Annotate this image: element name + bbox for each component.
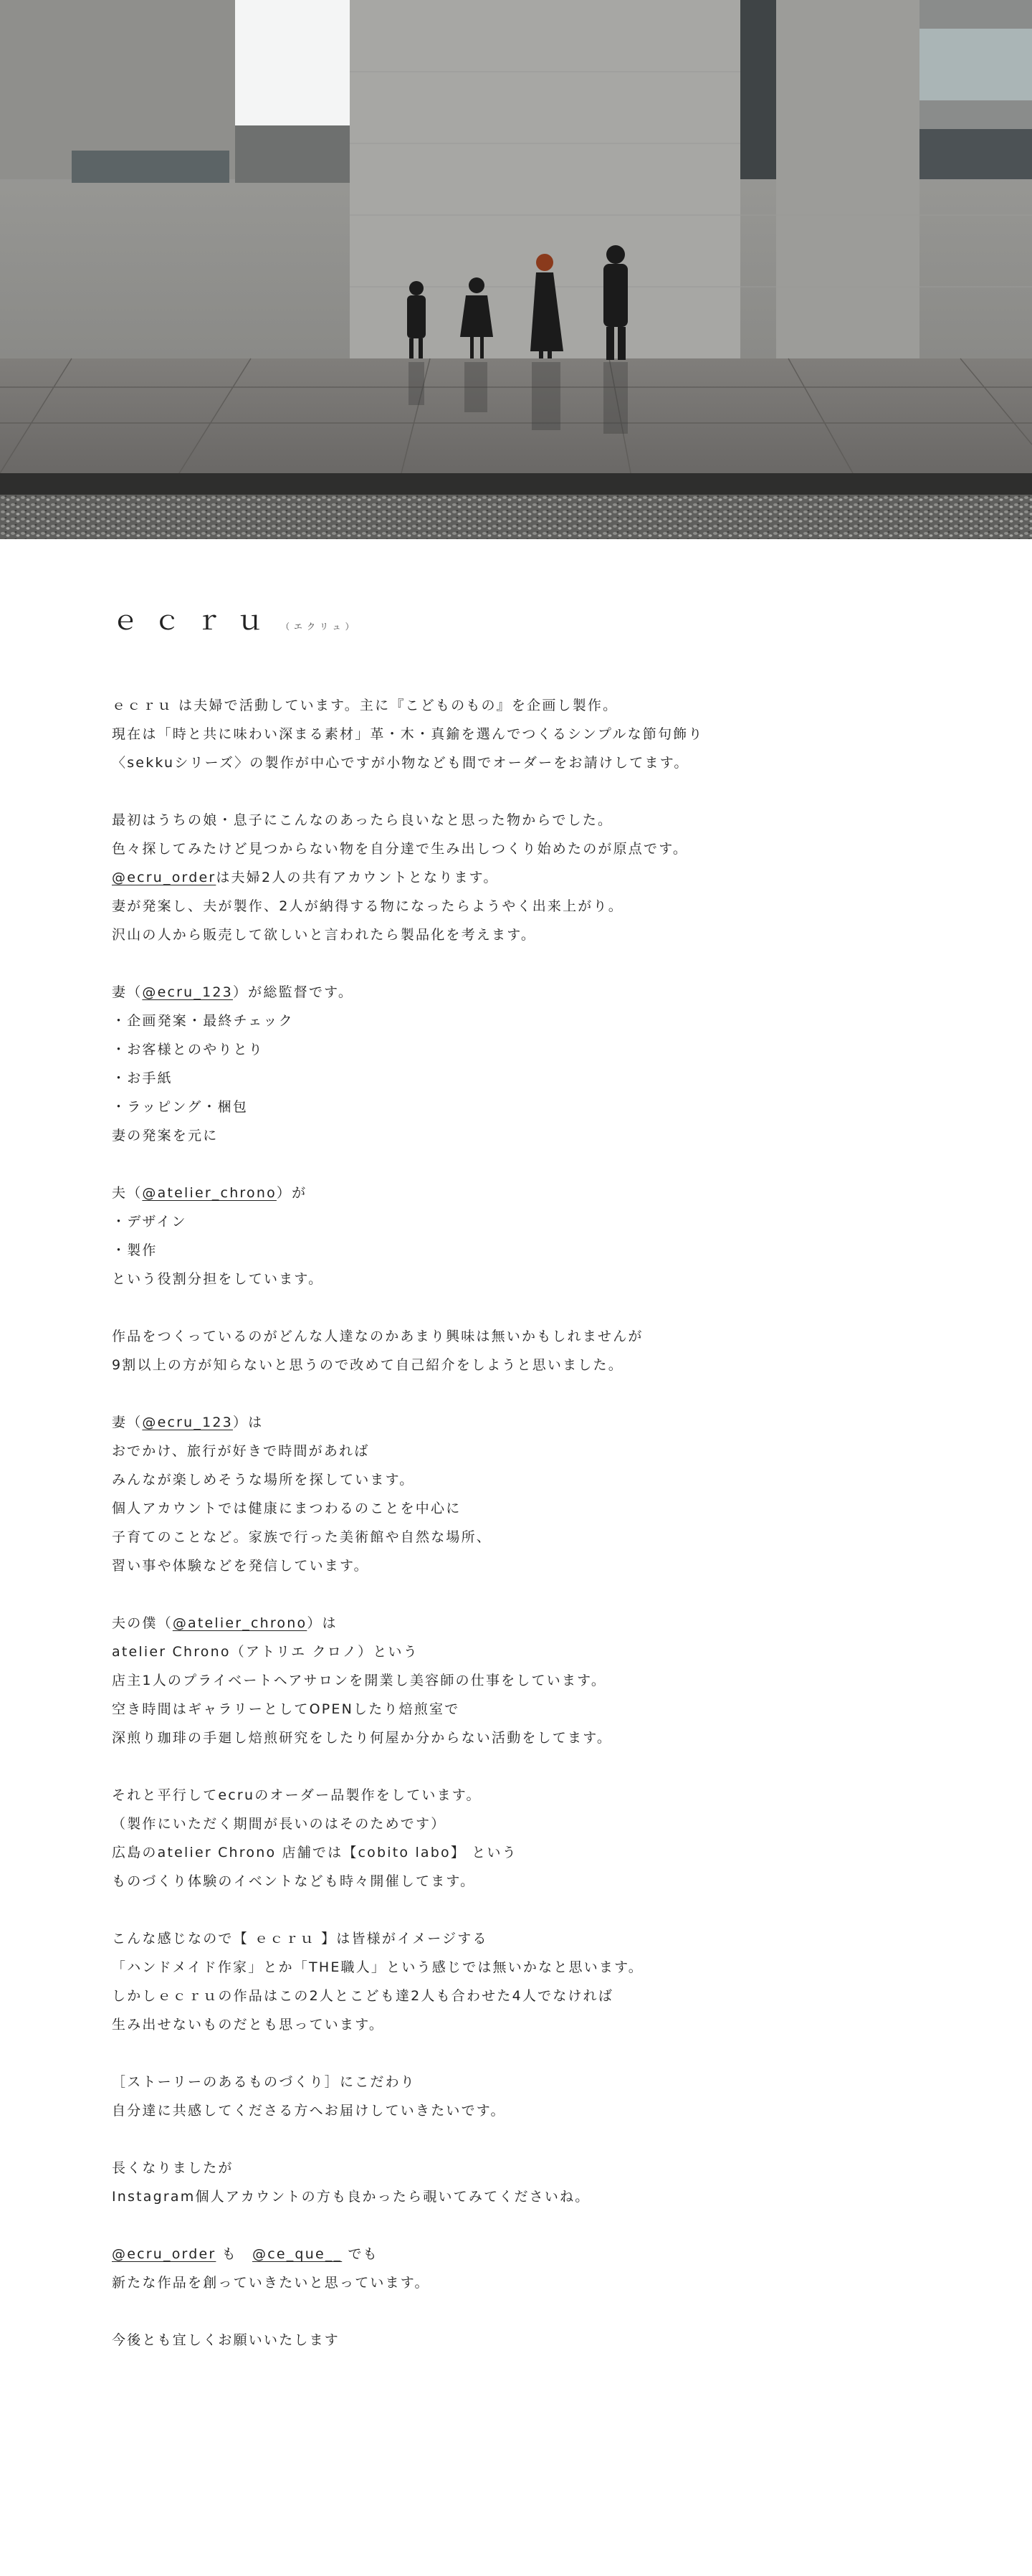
instagram-handle-link[interactable]: @atelier_chrono (142, 1185, 277, 1201)
text-segment: でも (342, 2246, 378, 2262)
text-segment: 夫（ (112, 1185, 143, 1201)
brand-title: ｅｃｒｕ (112, 604, 279, 636)
text-line (112, 1810, 922, 1838)
text-segment: ）は (232, 1415, 264, 1430)
paragraph (112, 2154, 922, 2211)
brand-subtitle: （エクリュ） (281, 622, 358, 632)
text-line (112, 720, 922, 748)
text-segment: 習い事や体験などを発信しています。 (112, 1558, 369, 1574)
text-segment: ・デザイン (112, 1214, 187, 1230)
text-segment: ）が総監督です。 (232, 984, 354, 1000)
text-segment: 現在は「時と共に味わい深まる素材」革・木・真鍮を選んでつくるシンプルな節句飾り (112, 726, 704, 742)
paragraph-gap (112, 1293, 922, 1322)
paragraph-gap (112, 1896, 922, 1924)
text-line (112, 2010, 922, 2039)
paragraph-gap (112, 1150, 922, 1179)
paragraph (112, 806, 922, 949)
text-line (112, 1408, 922, 1437)
text-line (112, 835, 922, 863)
text-segment: （製作にいただく期間が長いのはそのためです） (112, 1816, 446, 1832)
text-line (112, 978, 922, 1007)
text-segment: 妻（ (112, 1415, 143, 1430)
paragraph-gap (112, 2297, 922, 2326)
text-segment: みんなが楽しめそうな場所を探しています。 (112, 1472, 415, 1488)
hero-image (0, 0, 1032, 539)
text-segment: それと平行してecruのオーダー品製作をしています。 (112, 1787, 482, 1803)
instagram-handle-link[interactable]: @ecru_order (112, 870, 216, 885)
text-line (112, 2268, 922, 2297)
text-line (112, 1207, 922, 1236)
text-line (112, 1666, 922, 1695)
text-line (112, 1638, 922, 1666)
text-segment: 妻の発案を元に (112, 1128, 219, 1144)
instagram-handle-link[interactable]: @ce_que__ (252, 2246, 343, 2262)
text-line (112, 2154, 922, 2182)
text-segment: 個人アカウントでは健康にまつわるのことを中心に (112, 1501, 462, 1516)
text-line (112, 1236, 922, 1265)
text-segment: 最初はうちの娘・息子にこんなのあったら良いなと思った物からでした。 (112, 812, 613, 828)
text-line (112, 1523, 922, 1551)
paragraph-gap (112, 2211, 922, 2240)
text-line (112, 2326, 922, 2354)
paragraph (112, 1609, 922, 1752)
text-segment: 生み出せないものだとも思っています。 (112, 2017, 385, 2033)
text-segment: 沢山の人から販売して欲しいと言われたら製品化を考えます。 (112, 927, 537, 943)
text-segment: 広島のatelier Chrono 店舗では【cobito labo】 という (112, 1845, 517, 1860)
text-line (112, 748, 922, 777)
text-line (112, 691, 922, 720)
text-line (112, 1007, 922, 1035)
text-segment: 深煎り珈琲の手廻し焙煎研究をしたり何屋か分からない活動をしてます。 (112, 1730, 613, 1746)
text-segment: こんな感じなので【 ｅｃｒｕ 】は皆様がイメージする (112, 1931, 488, 1947)
instagram-handle-link[interactable]: @ecru_123 (142, 984, 233, 1000)
text-segment: 9割以上の方が知らないと思うので改めて自己紹介をしようと思いました。 (112, 1357, 624, 1373)
text-line (112, 892, 922, 921)
paragraph (112, 2240, 922, 2297)
text-line (112, 863, 922, 892)
family-photo (0, 0, 1032, 539)
paragraph (112, 1322, 922, 1379)
text-line (112, 1724, 922, 1752)
text-segment: 「ハンドメイド作家」とか「THE職人」という感じでは無いかなと思います。 (112, 1959, 644, 1975)
text-segment: 長くなりましたが (112, 2160, 234, 2176)
paragraph (112, 1924, 922, 2039)
text-segment: 作品をつくっているのがどんな人達なのかあまり興味は無いかもしれませんが (112, 1329, 644, 1344)
text-line (112, 1035, 922, 1064)
text-line (112, 1437, 922, 1465)
instagram-handle-link[interactable]: @ecru_order (112, 2246, 216, 2262)
text-line (112, 1982, 922, 2010)
text-segment: ｅｃｒｕ は夫婦で活動しています。主に『こどものもの』を企画し製作。 (112, 698, 618, 713)
text-segment: ものづくり体験のイベントなども時々開催してます。 (112, 1873, 476, 1889)
text-line (112, 1551, 922, 1580)
paragraph (112, 2326, 922, 2354)
text-segment: 店主1人のプライベートヘアサロンを開業し美容師の仕事をしています。 (112, 1673, 607, 1688)
text-segment: という役割分担をしています。 (112, 1271, 324, 1287)
text-segment: 妻（ (112, 984, 143, 1000)
text-segment: 妻が発案し、夫が製作、2人が納得する物になったらようやく出来上がり。 (112, 898, 624, 914)
paragraph (112, 2068, 922, 2125)
text-segment: おでかけ、旅行が好きで時間があれば (112, 1443, 370, 1459)
text-line (112, 1781, 922, 1810)
text-line (112, 1322, 922, 1351)
text-segment: も (216, 2246, 252, 2262)
text-segment: 今後とも宜しくお願いいたします (112, 2332, 340, 2348)
text-line (112, 1093, 922, 1121)
text-segment: ・お手紙 (112, 1070, 173, 1086)
text-segment: ［ストーリーのあるものづくり］にこだわり (112, 2074, 416, 2090)
text-line (112, 1867, 922, 1896)
text-segment: atelier Chrono（アトリエ クロノ）という (112, 1644, 419, 1660)
text-segment: 空き時間はギャラリーとしてOPENしたり焙煎室で (112, 1701, 460, 1717)
text-line (112, 1609, 922, 1638)
text-segment: 自分達に共感してくださる方へお届けしていきたいです。 (112, 2103, 506, 2119)
text-segment: しかしｅｃｒｕの作品はこの2人とこども達2人も合わせた4人でなければ (112, 1988, 614, 2004)
text-line (112, 1265, 922, 1293)
text-segment: Instagram個人アカウントの方も良かったら覗いてみてくださいね。 (112, 2189, 591, 2205)
about-section (0, 598, 922, 2354)
paragraph (112, 1179, 922, 1293)
paragraph-gap (112, 2039, 922, 2068)
paragraph-gap (112, 777, 922, 806)
text-segment: 新たな作品を創っていきたいと思っています。 (112, 2275, 430, 2291)
text-segment: 〈sekkuシリーズ〉の製作が中心ですが小物なども間でオーダーをお請けしてます。 (112, 755, 689, 771)
paragraph-gap (112, 949, 922, 978)
text-segment: ・企画発案・最終チェック (112, 1013, 294, 1029)
text-line (112, 1838, 922, 1867)
paragraph-gap (112, 2125, 922, 2154)
instagram-handle-link[interactable]: @atelier_chrono (172, 1615, 307, 1631)
text-line (112, 921, 922, 949)
text-line (112, 1494, 922, 1523)
text-line (112, 2096, 922, 2125)
text-segment: ・製作 (112, 1242, 158, 1258)
paragraph (112, 978, 922, 1150)
text-line (112, 1924, 922, 1953)
page-title (112, 598, 922, 641)
paragraph (112, 691, 922, 777)
paragraph (112, 1781, 922, 1896)
text-segment: ）は (307, 1615, 338, 1631)
text-line (112, 2182, 922, 2211)
text-segment: ）が (276, 1185, 307, 1201)
instagram-handle-link[interactable]: @ecru_123 (142, 1415, 233, 1430)
paragraph-gap (112, 1580, 922, 1609)
text-line (112, 1351, 922, 1379)
text-segment: は夫婦2人の共有アカウントとなります。 (216, 870, 499, 885)
paragraph (112, 1408, 922, 1580)
paragraph-gap (112, 1752, 922, 1781)
text-line (112, 2068, 922, 2096)
text-line (112, 806, 922, 835)
text-line (112, 1121, 922, 1150)
text-line (112, 1465, 922, 1494)
text-segment: 夫の僕（ (112, 1615, 173, 1631)
text-segment: ・お客様とのやりとり (112, 1042, 264, 1058)
introduction-text (112, 691, 922, 2354)
text-segment: ・ラッピング・梱包 (112, 1099, 249, 1115)
text-line (112, 1953, 922, 1982)
text-segment: 色々探してみたけど見つからない物を自分達で生み出しつくり始めたのが原点です。 (112, 841, 689, 857)
text-line (112, 1695, 922, 1724)
text-line (112, 1179, 922, 1207)
text-segment: 子育てのことなど。家族で行った美術館や自然な場所、 (112, 1529, 492, 1545)
text-line (112, 2240, 922, 2268)
paragraph-gap (112, 1379, 922, 1408)
text-line (112, 1064, 922, 1093)
